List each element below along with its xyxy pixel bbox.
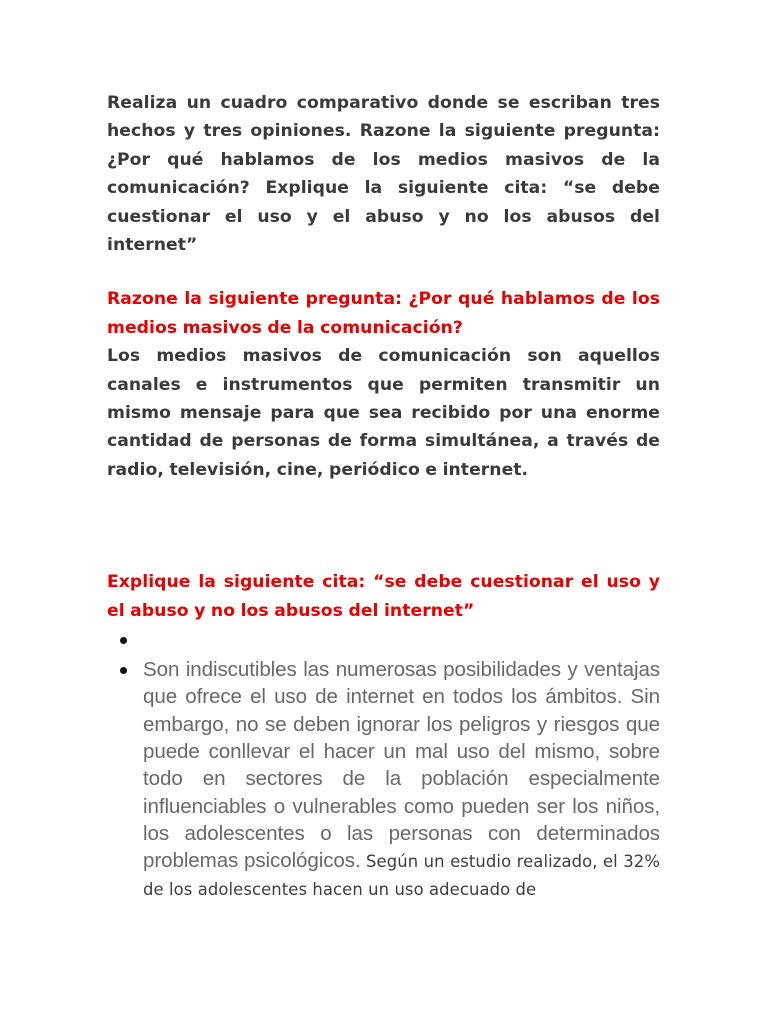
- bullet-icon: [120, 637, 127, 644]
- section2-heading: Explique la siguiente cita: “se debe cuestionar el uso y el abuso y no los abusos del internet”: [107, 572, 660, 621]
- section1-body: Los medios masivos de comunicación son aquellos canales e instrumentos que permiten transmitir un mismo mensaje para que sea recibido por una enorme cantidad de personas de forma simultánea, a través de radio, televisión, cine, periódico e internet.: [107, 346, 660, 480]
- spacer: [107, 259, 660, 285]
- bullet-tail-text: Según un estudio realizado, el 32% de los adolescentes hacen un uso adecuado de: [143, 852, 660, 900]
- bullet-main-text: Son indiscutibles las numerosas posibilidades y ventajas que ofrece el uso de internet en todos los ámbitos. Sin embargo, no se deben ignorar los peligros y riesgos que puede conllevar el hacer un mal uso del mismo, sobre todo en sectores de la población especialmente influenciables o vulnerables como pueden ser los niños, los adolescentes o las personas con determinados problemas psicológicos.: [143, 658, 660, 873]
- bullet-list: [107, 628, 660, 904]
- list-item: [107, 628, 660, 656]
- bullet-icon: [120, 667, 127, 674]
- spacer: [107, 484, 660, 568]
- intro-paragraph: Realiza un cuadro comparativo donde se escriban tres hechos y tres opiniones. Razone la siguiente pregunta: ¿Por qué hablamos de los medios masivos de la comunicación? Explique la siguiente cita: “se debe cuestionar el uso y el abuso y no los abusos del internet”: [107, 93, 660, 256]
- section1-heading: Razone la siguiente pregunta: ¿Por qué hablamos de los medios masivos de la comunicación?: [107, 289, 660, 338]
- list-item: [107, 656, 660, 904]
